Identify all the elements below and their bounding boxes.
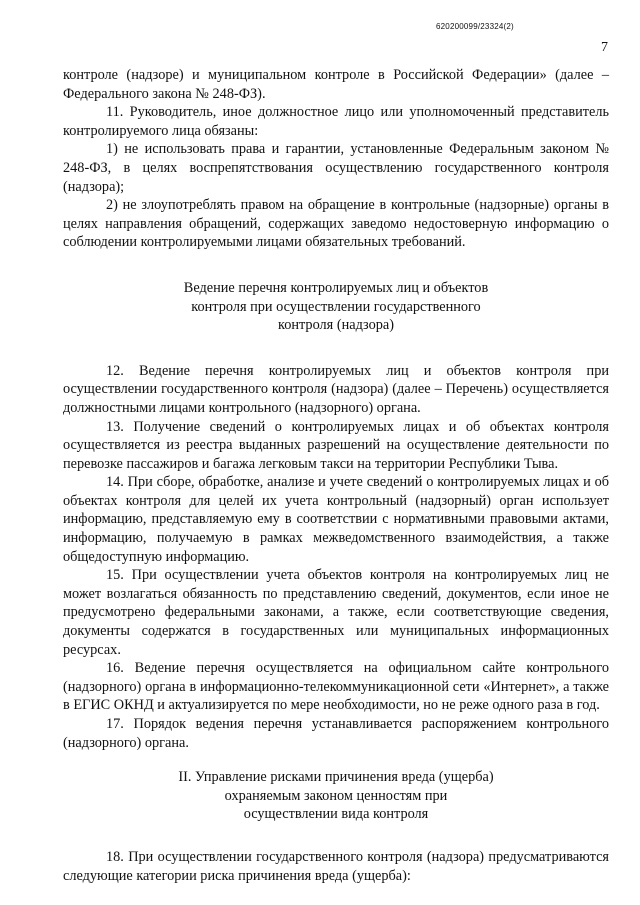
document-body [63,66,609,885]
heading-line: Ведение перечня контролируемых лиц и объектов [183,279,489,296]
document-id: 620200099/23324(2) [436,22,514,31]
paragraph-18: 18. При осуществлении государственного контроля (надзора) предусматриваются следующие категории риска причинения вреда (ущерба): [63,848,609,884]
paragraph-17: 17. Порядок ведения перечня устанавливается распоряжением контрольного (надзорного) органа. [63,716,609,751]
section-heading-risk-management [63,768,609,824]
paragraph-16: 16. Ведение перечня осуществляется на официальном сайте контрольного (надзорного) органа в информационно-телекоммуникационной сети «Интернет», а также в ЕГИС ОКНД и актуализируется по мере необходимости, но не реже одного раза в год. [63,660,609,714]
paragraph-12: 12. Ведение перечня контролируемых лиц и объектов контроля при осуществлении государственного контроля (надзора) (далее – Перечень) осуществляется должностными лицами контрольного (надзорного) органа. [63,362,609,416]
heading-line: контроля (надзора) [277,317,394,334]
paragraph-11-item-1: 1) не использовать права и гарантии, установленные Федеральным законом № 248-ФЗ, в целях воспрепятствования осуществлению государственного контроля (надзора); [63,141,609,195]
paragraph-continuation: контроле (надзоре) и муниципальном контроле в Российской Федерации» (далее – Федерального закона № 248-ФЗ). [63,67,609,102]
page-number: 7 [601,40,608,55]
paragraph-15: 15. При осуществлении учета объектов контроля на контролируемых лиц не может возлагаться обязанность по представлению сведений, документов, если иное не предусмотрено федеральными законами, а также, если соответствующие сведения, документы содержатся в государственных или муниципальных информационных ресурсах. [63,567,609,658]
paragraph-11-item-2: 2) не злоупотреблять правом на обращение в контрольные (надзорные) органы в целях направления обращений, содержащих заведомо недостоверную информацию о соблюдении контролируемыми лицами обязательных требований. [63,197,609,251]
heading-line: контроля при осуществлении государственного [191,298,481,315]
paragraph-14: 14. При сборе, обработке, анализе и учете сведений о контролируемых лицах и об объектах контроля для целей их учета контрольный (надзорный) орган использует информацию, представляемую ему в соответствии с нормативными правовыми актами, информацию, получаемую в рамках межведомственного взаимодействия, а также общедоступную информацию. [63,474,609,565]
section-heading-registry [63,279,609,335]
paragraph-13: 13. Получение сведений о контролируемых лицах и об объектах контроля осуществляется из реестра выданных разрешений на осуществление деятельности по перевозке пассажиров и багажа легковым такси на территории Республики Тыва. [63,418,609,472]
heading-line: осуществлении вида контроля [243,806,429,823]
heading-line: охраняемым законом ценностям при [224,787,448,804]
paragraph-11: 11. Руководитель, иное должностное лицо или уполномоченный представитель контролируемого лица обязаны: [63,104,609,139]
heading-line: II. Управление рисками причинения вреда (ущерба) [178,769,494,786]
